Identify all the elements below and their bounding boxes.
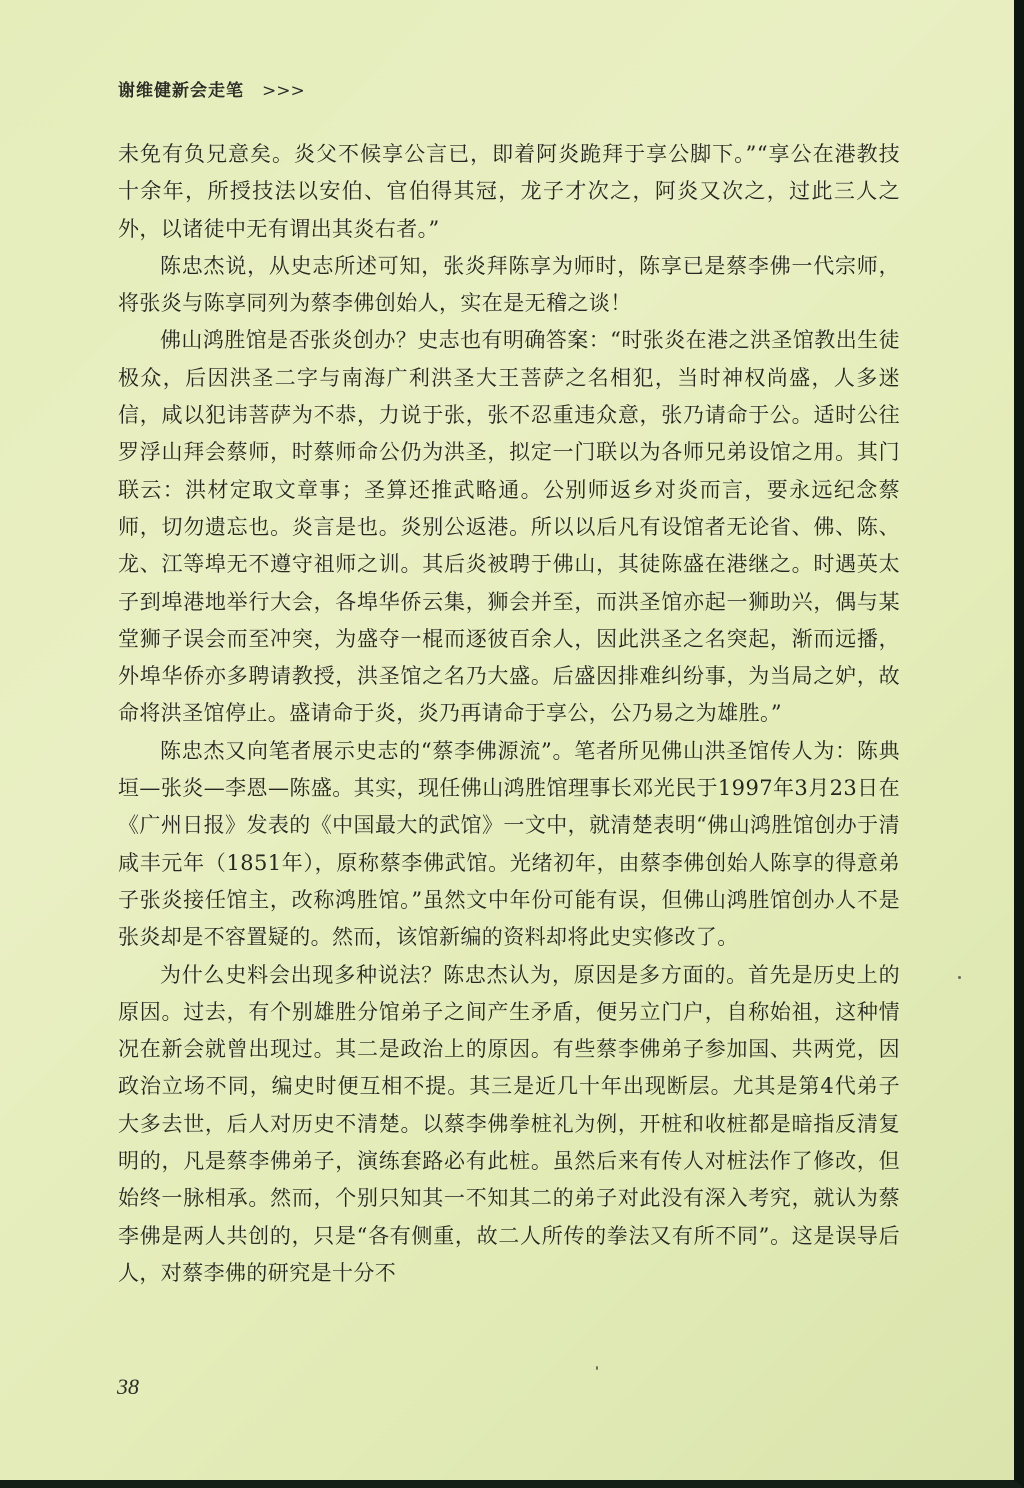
header-arrows: >>>	[262, 81, 305, 101]
running-header	[118, 76, 305, 101]
paragraph: 为什么史料会出现多种说法？陈忠杰认为，原因是多方面的。首先是历史上的原因。过去，有个别雄胜分馆弟子之间产生矛盾，便另立门户，自称始祖，这种情况在新会就曾出现过。其二是政治上的原因。有些蔡李佛弟子参加国、共两党，因政治立场不同，编史时便互相不提。其三是近几十年出现断层。尤其是第4代弟子大多去世，后人对历史不清楚。以蔡李佛拳桩礼为例，开桩和收桩都是暗指反清复明的，凡是蔡李佛弟子，演练套路必有此桩。虽然后来有传人对桩法作了修改，但始终一脉相承。然而，个别只知其一不知其二的弟子对此没有深入考究，就认为蔡李佛是两人共创的，只是“各有侧重，故二人所传的拳法又有所不同”。这是误导后人，对蔡李佛的研究是十分不	[118, 962, 900, 1285]
paper-speck	[596, 1366, 598, 1370]
paragraph: 陈忠杰说，从史志所述可知，张炎拜陈享为师时，陈享已是蔡李佛一代宗师，将张炎与陈享同列为蔡李佛创始人，实在是无稽之谈！	[118, 253, 900, 316]
page-number: 38	[117, 1374, 139, 1399]
paragraph: 佛山鸿胜馆是否张炎创办？史志也有明确答案：“时张炎在港之洪圣馆教出生徒极众，后因洪圣二字与南海广利洪圣大王菩萨之名相犯，当时神权尚盛，人多迷信，咸以犯讳菩萨为不恭，力说于张，张不忍重违众意，张乃请命于公。适时公往罗浮山拜会蔡师，时蔡师命公仍为洪圣，拟定一门联以为各师兄弟设馆之用。其门联云：洪材定取文章事；圣算还推武略通。公别师返乡对炎而言，要永远纪念蔡师，切勿遗忘也。炎言是也。炎别公返港。所以以后凡有设馆者无论省、佛、陈、龙、江等埠无不遵守祖师之训。其后炎被聘于佛山，其徒陈盛在港继之。时遇英太子到埠港地举行大会，各埠华侨云集，狮会并至，而洪圣馆亦起一狮助兴，偶与某堂狮子误会而至冲突，为盛夺一棍而逐彼百余人，因此洪圣之名突起，渐而远播，外埠华侨亦多聘请教授，洪圣馆之名乃大盛。后盛因排难纠纷事，为当局之妒，故命将洪圣馆停止。盛请命于炎，炎乃再请命于享公，公乃易之为雄胜。”	[118, 328, 900, 726]
paper-speck	[958, 976, 961, 979]
paragraph-continued: 未免有负兄意矣。炎父不候享公言已，即着阿炎跪拜于享公脚下。”“享公在港教技十余年，所授技法以安伯、官伯得其冠，龙子才次之，阿炎又次之，过此三人之外，以诸徒中无有谓出其炎右者。”	[118, 142, 900, 241]
running-title: 谢维健新会走笔	[118, 81, 244, 101]
body-text	[118, 136, 900, 1292]
paragraph: 陈忠杰又向笔者展示史志的“蔡李佛源流”。笔者所见佛山洪圣馆传人为：陈典垣—张炎—李恩—陈盛。其实，现任佛山鸿胜馆理事长邓光民于1997年3月23日在《广州日报》发表的《中国最大的武馆》一文中，就清楚表明“佛山鸿胜馆创办于清咸丰元年（1851年），原称蔡李佛武馆。光绪初年，由蔡李佛创始人陈享的得意弟子张炎接任馆主，改称鸿胜馆。”虽然文中年份可能有误，但佛山鸿胜馆创办人不是张炎却是不容置疑的。然而，该馆新编的资料却将此史实修改了。	[118, 738, 900, 950]
